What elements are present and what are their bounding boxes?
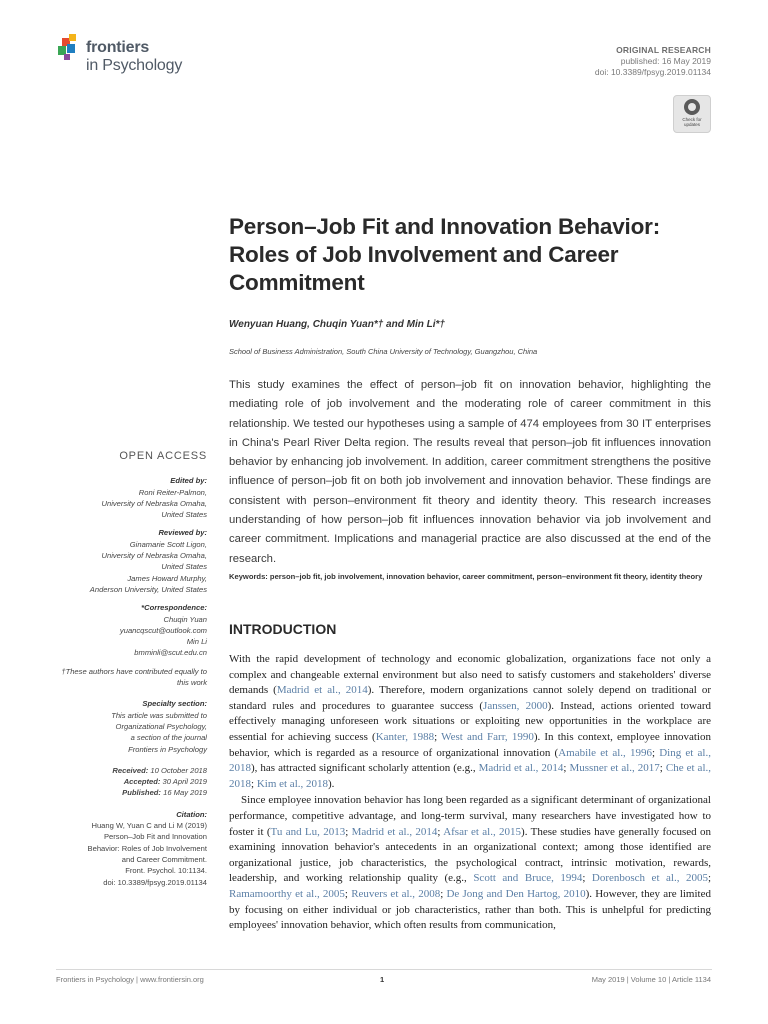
correspondence-email[interactable]: bmminli@scut.edu.cn xyxy=(134,648,207,658)
correspondence-email[interactable]: yuancqscut@outlook.com xyxy=(119,625,207,635)
page-number: 1 xyxy=(380,975,385,984)
citation-link[interactable]: Ding et al., 2018 xyxy=(229,746,711,775)
citation-link[interactable]: Madrid et al., 2014 xyxy=(276,684,368,697)
reviewer-line: University of Nebraska Omaha, xyxy=(101,551,207,561)
published-date: published: 16 May 2019 xyxy=(620,56,711,66)
citation-link[interactable]: Dorenbosch et al., 2005 xyxy=(591,872,708,885)
section-heading-introduction: INTRODUCTION xyxy=(229,621,337,637)
citation-link[interactable]: Afsar et al., 2015 xyxy=(443,825,522,838)
citation-link[interactable]: Madrid et al., 2014 xyxy=(351,825,438,838)
citation-link[interactable]: Che et al., 2018 xyxy=(229,762,712,790)
specialty-line: This article was submitted to xyxy=(111,710,207,720)
journal-logo[interactable] xyxy=(56,34,206,84)
citation-line: Front. Psychol. 10:1134. xyxy=(125,866,207,876)
logo-brand: frontiers xyxy=(86,39,150,56)
correspondence-label: *Correspondence: xyxy=(141,603,207,613)
doi[interactable]: doi: 10.3389/fpsyg.2019.01134 xyxy=(594,67,711,77)
affiliation: School of Business Administration, South China University of Technology, Guangzhou, China xyxy=(229,347,538,356)
correspondence-name: Min Li xyxy=(186,637,207,647)
reviewer-line: James Howard Murphy, xyxy=(127,573,207,583)
article-header-meta xyxy=(595,45,711,78)
citation-label: Citation: xyxy=(176,809,207,819)
citation-line: Behavior: Roles of Job Involvement xyxy=(87,843,207,853)
citation-link[interactable]: Reuvers et al., 2008 xyxy=(351,887,441,900)
specialty-label: Specialty section: xyxy=(142,699,207,709)
footer-journal-link[interactable]: Frontiers in Psychology | www.frontiersin.org xyxy=(56,975,204,984)
editor-line: University of Nebraska Omaha, xyxy=(101,498,207,508)
frontiers-logo-icon xyxy=(56,34,84,64)
reviewer-line: Anderson University, United States xyxy=(89,584,207,594)
authors: Wenyuan Huang, Chuqin Yuan*† and Min Li*† xyxy=(229,319,445,330)
citation-link[interactable]: Janssen, 2000 xyxy=(483,699,548,712)
citation-link[interactable]: Amabile et al., 1996 xyxy=(558,746,652,759)
logo-journal: in Psychology xyxy=(86,57,183,74)
citation-link[interactable]: Ramamoorthy et al., 2005 xyxy=(229,887,345,900)
correspondence-name: Chuqin Yuan xyxy=(163,614,207,624)
article-title: Person–Job Fit and Innovation Behavior: Roles of Job Involvement and Career Commitment xyxy=(229,214,661,295)
citation-link[interactable]: De Jong and Den Hartog, 2010 xyxy=(446,887,586,900)
open-access-label: OPEN ACCESS xyxy=(119,450,207,462)
edited-by-label: Edited by: xyxy=(170,476,207,486)
citation-link[interactable]: Kim et al., 2018 xyxy=(256,777,328,790)
received-date: Received: 10 October 2018 xyxy=(112,765,207,775)
check-updates-icon xyxy=(684,99,700,115)
citation-link[interactable]: Madrid et al., 2014 xyxy=(478,762,564,775)
paragraph: Since employee innovation behavior has long been regarded as a significant determinant of organizational performance, competitive advantage, and long-term survival, many researchers have investigated how to foster it (Tu and Lu, 2013; Madrid et al., 2014; Afsar et al., 2015). These studies have generally focused on examining innovation behavior's antecedents in an organizational context; among those identified are organizational justice, job characteristics, the psychological contract, intrinsic motivation, rewards, leadership, and working relationship quality (e.g., Scott and Bruce, 1994; Dorenbosch et al., 2005; Ramamoorthy et al., 2005; Reuvers et al., 2008; De Jong and Den Hartog, 2010). However, they are limited by focusing on either individual or job characteristics, rather than both. This is unhelpful for predicting employees' innovation behavior, which often results from communication, xyxy=(229,794,712,932)
citation-doi[interactable]: doi: 10.3389/fpsyg.2019.01134 xyxy=(103,877,207,887)
footer-divider xyxy=(56,969,712,970)
keywords: Keywords: person–job fit, job involvement, innovation behavior, career commitment, person–environment fit theory, identity theory xyxy=(229,572,703,581)
specialty-section xyxy=(58,698,207,754)
footer-volume-info: May 2019 | Volume 10 | Article 1134 xyxy=(591,975,711,984)
equal-contribution-note: †These authors have contributed equally to this work xyxy=(61,666,207,688)
editor-line: Roni Reiter-Palmon, xyxy=(138,487,207,497)
accepted-date: Accepted: 30 April 2019 xyxy=(123,777,207,787)
published-date-sidebar: Published: 16 May 2019 xyxy=(122,788,207,798)
editor-line: United States xyxy=(161,510,207,520)
citation-link[interactable]: Scott and Bruce, 1994 xyxy=(473,872,583,885)
correspondence-section xyxy=(58,602,207,658)
abstract: This study examines the effect of person–job fit on innovation behavior, highlighting the mediating role of job involvement and the moderating role of career commitment in this relationship. We tested our hypotheses using a sample of 474 employees from 30 IT enterprises in China's Pearl River Delta region. The results reveal that person–job fit influences innovation behavior by enhancing job involvement. In addition, career commitment strengthens the positive influence of person–job fit on both job involvement and innovation behavior. These findings are consistent with person–environment fit theory and identity theory. This research increases understanding of how person–job fit influences innovation behavior via job involvement and career commitment. Implications and managerial practice are also discussed at the end of the research. xyxy=(229,379,711,565)
reviewer-line: United States xyxy=(161,562,207,572)
reviewed-by-section xyxy=(58,527,207,595)
reviewer-line: Ginamarie Scott Ligon, xyxy=(129,539,207,549)
specialty-line: Organizational Psychology, xyxy=(115,721,207,731)
citation-link[interactable]: Mussner et al., 2017 xyxy=(569,762,660,775)
citation-line: Person–Job Fit and Innovation xyxy=(103,832,207,842)
introduction-body xyxy=(229,652,711,934)
paragraph: With the rapid development of technology and economic globalization, organizations face not only a complex and changeable external environment but also need to satisfy customers and stakeholders' diverse demands (Madrid et al., 2014). Therefore, modern organizations cannot solely depend on traditional or standard rules and procedures to guarantee success (Janssen, 2000). Instead, actions oriented toward effectively managing unforeseen work situations or exploiting new opportunities in the workplace are essential for achieving success (Kanter, 1988; West and Farr, 1990). In this context, employee innovation behavior, which is regarded as a resource of organizational innovation (Amabile et al., 1996; Ding et al., 2018), has attracted significant scholarly attention (e.g., Madrid et al., 2014; Mussner et al., 2017; Che et al., 2018; Kim et al., 2018). xyxy=(229,653,712,790)
citation-link[interactable]: Tu and Lu, 2013 xyxy=(270,825,346,838)
specialty-line: a section of the journal xyxy=(130,733,207,743)
citation-link[interactable]: West and Farr, 1990 xyxy=(441,730,534,743)
article-type: ORIGINAL RESEARCH xyxy=(616,45,711,55)
check-updates-label: Check for updates xyxy=(682,117,702,127)
article-sidebar xyxy=(58,451,207,895)
citation-link[interactable]: Kanter, 1988 xyxy=(375,730,435,743)
check-for-updates-badge[interactable] xyxy=(673,95,711,133)
reviewed-by-label: Reviewed by: xyxy=(158,528,207,538)
dates-section xyxy=(58,765,207,799)
citation-section xyxy=(58,809,207,888)
specialty-line: Frontiers in Psychology xyxy=(128,744,207,754)
citation-line: and Career Commitment. xyxy=(121,854,207,864)
edited-by-section xyxy=(58,475,207,520)
citation-line: Huang W, Yuan C and Li M (2019) xyxy=(91,821,207,831)
